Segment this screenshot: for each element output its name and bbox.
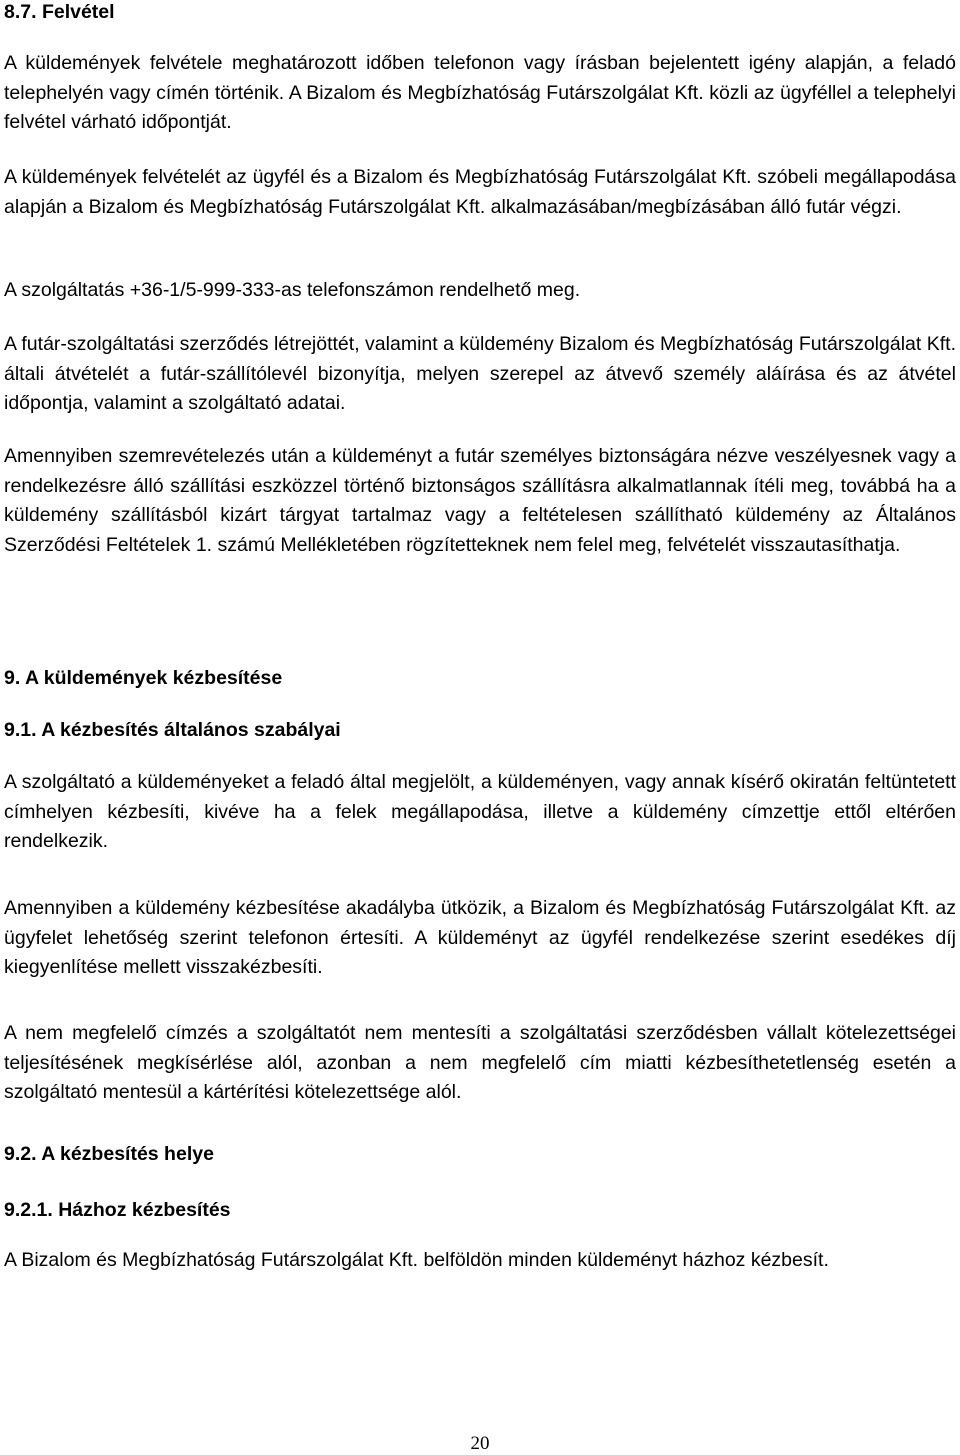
paragraph-incorrect-address: A nem megfelelő címzés a szolgáltatót nem mentesíti a szolgáltatási szerződésben vállalt kötelezettségei teljesítésének megkísérlése alól, azonban a nem megfelelő cím miatti kézbesíthetetlenség esetén a szolgáltató mentesül a kártérítési kötelezettsége alól. [4, 1022, 956, 1103]
section-heading-9-1: 9.1. A kézbesítés általános szabályai [4, 719, 341, 741]
paragraph-refusal-conditions: Amennyiben szemrevételezés után a küldeményt a futár személyes biztonságára nézve veszélyesnek vagy a rendelkezésre álló szállítási eszközzel történő biztonságos szállításra alkalmatlannak ítéli meg, továbbá ha a küldemény szállításból kizárt tárgyat tartalmaz vagy a feltételesen szállítható küldemény az Általános Szerződési Feltételek 1. számú Mellékletében rögzítetteknek nem felel meg, felvételét visszautasíthatja. [4, 445, 956, 556]
paragraph-phone-order: A szolgáltatás +36-1/5-999-333-as telefonszámon rendelhető meg. [4, 279, 581, 301]
section-heading-9-2-1: 9.2.1. Házhoz kézbesítés [4, 1199, 231, 1221]
paragraph-delivery-obstacle: Amennyiben a küldemény kézbesítése akadályba ütközik, a Bizalom és Megbízhatóság Futárszolgálat Kft. az ügyfelet lehetőség szerint telefonon értesíti. A küldeményt az ügyfél rendelkezése szerint esedékes díj kiegyenlítése mellett visszakézbesíti. [4, 897, 956, 978]
section-heading-9: 9. A küldemények kézbesítése [4, 667, 283, 689]
paragraph-contract-proof: A futár-szolgáltatási szerződés létrejöttét, valamint a küldemény Bizalom és Megbízhatóság Futárszolgálat Kft. általi átvételét a futár-szállítólevél bizonyítja, melyen szerepel az átvevő személy aláírása és az átvétel időpontja, valamint a szolgáltató adatai. [4, 333, 956, 414]
paragraph-home-delivery: A Bizalom és Megbízhatóság Futárszolgálat Kft. belföldön minden küldeményt házhoz kézbesít. [4, 1249, 829, 1271]
paragraph-pickup-agreement: A küldemények felvételét az ügyfél és a Bizalom és Megbízhatóság Futárszolgálat Kft. szóbeli megállapodása alapján a Bizalom és Megbízhatóság Futárszolgálat Kft. alkalmazásában/megbízásában álló futár végzi. [4, 166, 956, 218]
section-heading-9-2: 9.2. A kézbesítés helye [4, 1143, 214, 1165]
paragraph-pickup-timing: A küldemények felvétele meghatározott időben telefonon vagy írásban bejelentett igény alapján, a feladó telephelyén vagy címén történik. A Bizalom és Megbízhatóság Futárszolgálat Kft. közli az ügyféllel a telephelyi felvétel várható időpontját. [4, 52, 956, 133]
section-heading-8-7: 8.7. Felvétel [4, 1, 115, 23]
paragraph-delivery-address: A szolgáltató a küldeményeket a feladó által megjelölt, a küldeményen, vagy annak kísérő okiratán feltüntetett címhelyen kézbesíti, kivéve ha a felek megállapodása, illetve a küldemény címzettje ettől eltérően rendelkezik. [4, 771, 956, 852]
page-number: 20 [470, 1433, 490, 1454]
